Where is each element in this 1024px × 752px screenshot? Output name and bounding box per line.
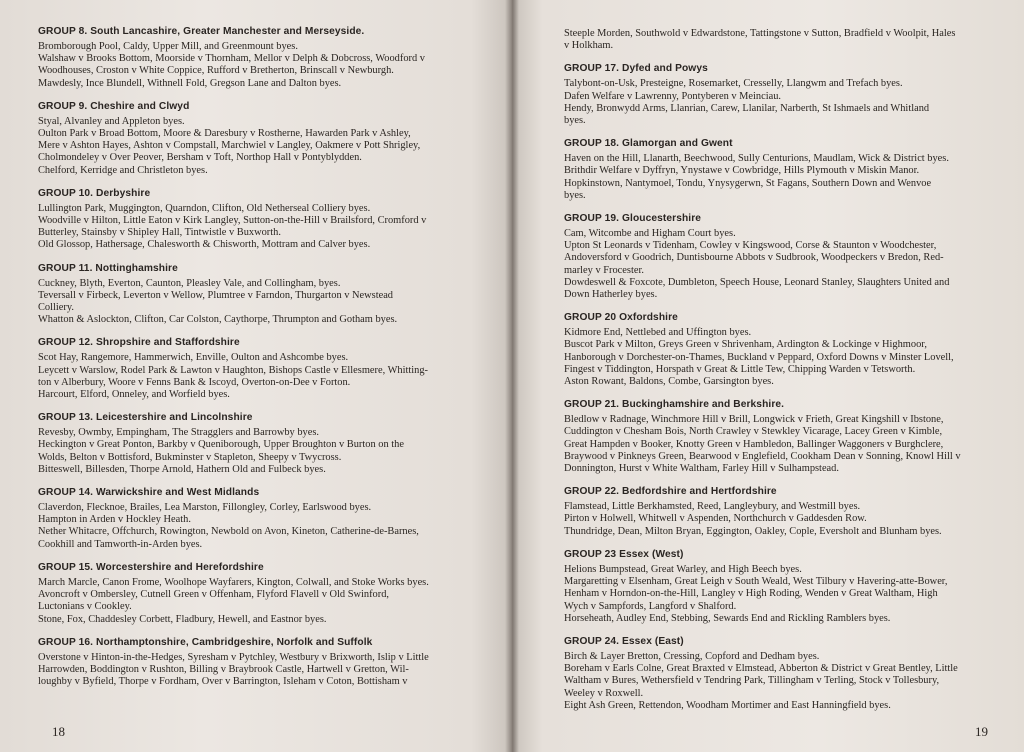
text-line: Birch & Layer Bretton, Cressing, Copford and Dedham byes.: [564, 650, 820, 662]
text-line: Walshaw v Brooks Bottom, Moorside v Thornham, Mellor v Delph & Dobcross, Woodford v: [38, 53, 425, 65]
text-line: Wych v Sampfords, Langford v Shalford.: [564, 600, 737, 612]
text-line: Horseheath, Audley End, Stebbing, Sewards End and Rickling Ramblers byes.: [564, 612, 891, 624]
text-line: Luctonians v Cookley.: [38, 601, 132, 613]
text-line: Bitteswell, Billesden, Thorpe Arnold, Hathern Old and Fulbeck byes.: [38, 463, 326, 475]
text-line: Mere v Ashton Hayes, Ashton v Compstall, Marchwiel v Langley, Oakmere v Pott Shrigley,: [38, 140, 421, 152]
group-section: [564, 63, 994, 127]
group-title: GROUP 23 Essex (West): [564, 548, 684, 560]
group-section: [564, 312, 994, 388]
text-line: byes.: [564, 189, 586, 201]
text-line: Cookhill and Tamworth-in-Arden byes.: [38, 538, 203, 550]
text-line: Wolds, Belton v Bottisford, Bukminster v Stapleton, Sheepy v Twycross.: [38, 451, 342, 463]
text-line: Harrowden, Boddington v Rushton, Billing v Braybrook Castle, Hartwell v Gretton, Wil-: [38, 663, 409, 675]
text-line: Waltham v Bures, Wethersfield v Tendring Park, Tillingham v Terling, Stock v Tollesbury,: [564, 675, 940, 687]
text-line: Revesby, Owmby, Empingham, The Stragglers and Barrowby byes.: [38, 427, 319, 439]
text-line: byes.: [564, 115, 586, 127]
text-line: Buscot Park v Milton, Greys Green v Shrivenham, Ardington & Lockinge v Highmoor,: [564, 339, 927, 351]
text-line: Woodhouses, Croston v White Coppice, Rufford v Bretherton, Brinscall v Newburgh.: [38, 65, 394, 77]
text-line: Cuddington v Chesham Bois, North Crawley v Stewkley Vicarage, Lacey Green v Kimble,: [564, 426, 943, 438]
text-line: Whatton & Aslockton, Clifton, Car Colston, Caythorpe, Thrumpton and Gotham byes.: [38, 314, 398, 326]
text-line: Thundridge, Dean, Milton Bryan, Eggington, Oakley, Cople, Eversholt and Blunham byes.: [564, 525, 942, 537]
text-line: Kidmore End, Nettlebed and Uffington byes.: [564, 327, 752, 339]
text-line: Mawdesly, Ince Blundell, Withnell Fold, Gregson Lane and Dalton byes.: [38, 77, 342, 89]
text-line: Nether Whitacre, Offchurch, Rowington, Newbold on Avon, Kineton, Catherine-de-Barnes,: [38, 526, 419, 538]
right-page-groups: [564, 63, 994, 712]
text-line: loughby v Byfield, Thorpe v Fordham, Over v Barrington, Isleham v Coton, Bottisham v: [38, 676, 408, 688]
group-title: GROUP 19. Gloucestershire: [564, 213, 702, 225]
text-line: Scot Hay, Rangemore, Hammerwich, Enville, Oulton and Ashcombe byes.: [38, 352, 349, 364]
text-line: Eight Ash Green, Rettendon, Woodham Mortimer and East Hanningfield byes.: [564, 699, 891, 711]
text-line: ton v Alberbury, Woore v Fenns Bank & Iscoyd, Overton-on-Dee v Forton.: [38, 376, 351, 388]
group-title: GROUP 16. Northamptonshire, Cambridgeshire, Norfolk and Suffolk: [38, 636, 373, 648]
text-line: Bledlow v Radnage, Winchmore Hill v Brill, Longwick v Frieth, Great Kingshill v Ibstone,: [564, 414, 944, 426]
group-section: [564, 549, 994, 625]
text-line: Flamstead, Little Berkhamsted, Reed, Langleybury, and Westmill byes.: [564, 501, 861, 513]
text-line: Fingest v Tiddington, Horspath v Great & Little Tew, Chipping Warden v Tetsworth.: [564, 363, 916, 375]
text-line: Braywood v Pinkneys Green, Bearwood v Englefield, Cookham Dean v Sonning, Knowl Hill v: [564, 450, 961, 462]
group-section: [564, 486, 994, 538]
group-section: [38, 337, 484, 401]
text-line: Upton St Leonards v Tidenham, Cowley v Kingswood, Corse & Staunton v Woodchester,: [564, 240, 937, 252]
group-section: [38, 26, 484, 90]
text-line: March Marcle, Canon Frome, Woolhope Wayfarers, Kington, Colwall, and Stoke Works byes.: [38, 576, 429, 588]
group-section: [38, 487, 484, 551]
text-line: Talybont-on-Usk, Presteigne, Rosemarket, Cresselly, Llangwm and Trefach byes.: [564, 78, 903, 90]
text-line: Woodville v Hilton, Little Eaton v Kirk Langley, Sutton-on-the-Hill v Brailsford, Cromford v: [38, 215, 427, 227]
group-title: GROUP 20 Oxfordshire: [564, 312, 678, 324]
group-section: [38, 637, 484, 689]
group-title: GROUP 14. Warwickshire and West Midlands: [38, 487, 260, 499]
text-line: Aston Rowant, Baldons, Combe, Garsington byes.: [564, 376, 774, 388]
text-line: Old Glossop, Hathersage, Chalesworth & Chisworth, Mottram and Calver byes.: [38, 239, 371, 251]
text-line: Hanborough v Dorchester-on-Thames, Buckland v Peppard, Oxford Downs v Minster Lovell,: [564, 351, 954, 363]
continuation-paragraph: [564, 28, 994, 52]
text-line: Steeple Morden, Southwold v Edwardstone, Tattingstone v Sutton, Bradfield v Woolpit, Hales: [564, 28, 956, 39]
group-title: GROUP 15. Worcestershire and Herefordshire: [38, 561, 264, 573]
group-title: GROUP 11. Nottinghamshire: [38, 262, 178, 274]
text-line: Boreham v Earls Colne, Great Braxted v Elmstead, Abberton & District v Great Bentley, Little: [564, 663, 958, 675]
page-number-right: 19: [975, 724, 988, 739]
group-section: [38, 101, 484, 177]
text-line: Weeley v Roxwell.: [564, 687, 644, 699]
text-line: Lullington Park, Muggington, Quarndon, Clifton, Old Netherseal Colliery byes.: [38, 202, 371, 214]
text-line: Hopkinstown, Nantymoel, Tondu, Ynysygerwn, St Fagans, Southern Down and Wenvoe: [564, 177, 932, 189]
right-page: [512, 0, 1024, 752]
group-title: GROUP 24. Essex (East): [564, 635, 684, 647]
text-line: Dowdeswell & Foxcote, Dumbleton, Speech House, Leonard Stanley, Slaughters United and: [564, 276, 950, 288]
group-section: [38, 562, 484, 626]
text-line: Overstone v Hinton-in-the-Hedges, Syresham v Pytchley, Westbury v Brixworth, Islip v Little: [38, 651, 429, 663]
text-line: Claverdon, Flecknoe, Brailes, Lea Marston, Fillongley, Corley, Earlswood byes.: [38, 502, 372, 514]
text-line: Chelford, Kerridge and Christleton byes.: [38, 164, 208, 176]
group-section: [564, 399, 994, 475]
text-line: Styal, Alvanley and Appleton byes.: [38, 115, 185, 127]
text-line: Brithdir Welfare v Dyffryn, Ynystawe v Cowbridge, Hills Plymouth v Miskin Manor.: [564, 165, 920, 177]
text-line: Great Hampden v Booker, Knotty Green v Hambledon, Ballinger Waggoners v Burghclere,: [564, 438, 944, 450]
text-line: Harcourt, Elford, Onneley, and Worfield byes.: [38, 389, 230, 401]
text-line: Pirton v Holwell, Whitwell v Aspenden, Northchurch v Gaddesden Row.: [564, 513, 867, 525]
text-line: Margaretting v Elsenham, Great Leigh v South Weald, West Tilbury v Havering-atte-Bower,: [564, 576, 948, 588]
text-line: Haven on the Hill, Llanarth, Beechwood, Sully Centurions, Maudlam, Wick & District byes.: [564, 153, 949, 165]
group-section: [564, 138, 994, 202]
text-line: Henham v Horndon-on-the-Hill, Langley v High Roding, Wenden v Great Waltham, High: [564, 588, 938, 600]
page-number-left: 18: [52, 724, 65, 739]
group-section: [564, 636, 994, 712]
left-page-groups: [38, 26, 484, 688]
text-line: Dafen Welfare v Lawrenny, Pontyberen v Meinciau.: [564, 90, 781, 102]
text-line: Oulton Park v Broad Bottom, Moore & Daresbury v Rostherne, Hawarden Park v Ashley,: [38, 128, 411, 140]
text-line: Stone, Fox, Chaddesley Corbett, Fladbury, Hewell, and Eastnor byes.: [38, 613, 327, 625]
group-title: GROUP 22. Bedfordshire and Hertfordshire: [564, 486, 777, 498]
text-line: Cam, Witcombe and Higham Court byes.: [564, 228, 736, 240]
text-line: Helions Bumpstead, Great Warley, and High Beech byes.: [564, 563, 802, 575]
group-title: GROUP 9. Cheshire and Clwyd: [38, 100, 190, 112]
group-title: GROUP 12. Shropshire and Staffordshire: [38, 337, 240, 349]
text-line: Andoversford v Goodrich, Duntisbourne Abbots v Sudbrook, Woodpeckers v Bredon, Red-: [564, 252, 944, 264]
text-line: Colliery.: [38, 302, 74, 314]
text-line: marley v Frocester.: [564, 264, 644, 276]
group-title: GROUP 8. South Lancashire, Greater Manchester and Merseyside.: [38, 26, 365, 37]
text-line: Heckington v Great Ponton, Barkby v Queniborough, Upper Broughton v Burton on the: [38, 439, 404, 451]
text-line: Bromborough Pool, Caldy, Upper Mill, and Greenmount byes.: [38, 41, 298, 52]
text-line: Down Hatherley byes.: [564, 289, 658, 301]
text-line: Hampton in Arden v Hockley Heath.: [38, 514, 191, 526]
text-line: v Holkham.: [564, 40, 614, 52]
text-line: Leycett v Warslow, Rodel Park & Lawton v Haughton, Bishops Castle v Ellesmere, Whitting-: [38, 364, 428, 376]
text-line: Cholmondeley v Over Peover, Bersham v Toft, Northop Hall v Pontyblydden.: [38, 152, 362, 164]
group-title: GROUP 10. Derbyshire: [38, 187, 151, 199]
group-title: GROUP 21. Buckinghamshire and Berkshire.: [564, 399, 785, 411]
text-line: Avoncroft v Ombersley, Cutnell Green v Offenham, Flyford Flavell v Old Swinford,: [38, 589, 390, 601]
text-line: Butterley, Stainsby v Shipley Hall, Tintwistle v Buxworth.: [38, 227, 281, 239]
text-line: Donnington, Hurst v White Waltham, Farley Hill v Sulhampstead.: [564, 463, 839, 475]
group-title: GROUP 17. Dyfed and Powys: [564, 63, 708, 75]
group-section: [38, 263, 484, 327]
group-section: [38, 188, 484, 252]
text-line: Cuckney, Blyth, Everton, Caunton, Pleasley Vale, and Collingham, byes.: [38, 277, 341, 289]
group-title: GROUP 13. Leicestershire and Lincolnshire: [38, 412, 253, 424]
group-section: [38, 412, 484, 476]
text-line: Teversall v Firbeck, Leverton v Wellow, Plumtree v Farndon, Thurgarton v Newstead: [38, 289, 393, 301]
text-line: Hendy, Bronwydd Arms, Llanrian, Carew, Llanilar, Narberth, St Ishmaels and Whitland: [564, 102, 930, 114]
group-section: [564, 213, 994, 301]
group-title: GROUP 18. Glamorgan and Gwent: [564, 138, 733, 150]
